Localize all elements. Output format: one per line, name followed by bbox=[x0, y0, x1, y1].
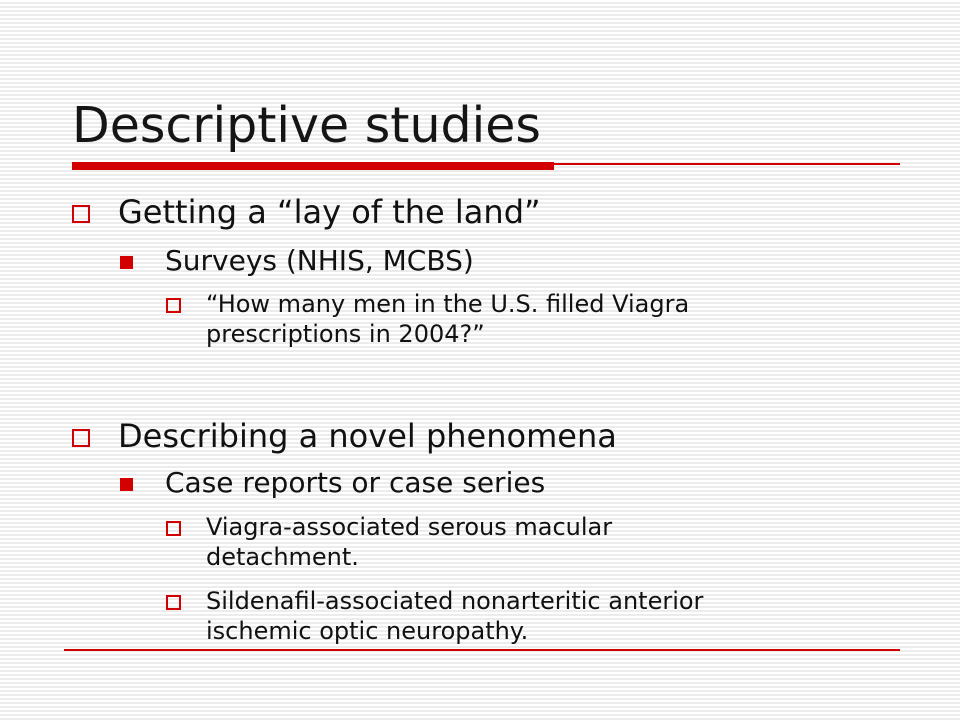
bullet-text: Getting a “lay of the land” bbox=[118, 193, 541, 231]
title-underline-thin bbox=[554, 163, 900, 165]
bullet-line: prescriptions in 2004?” bbox=[206, 320, 485, 348]
sub-sub-bullet-viagra-question bbox=[206, 289, 689, 349]
filled-square-bullet-icon bbox=[120, 256, 133, 269]
bullet-line: detachment. bbox=[206, 543, 359, 571]
filled-square-bullet-icon bbox=[120, 478, 133, 491]
bullet-line: ischemic optic neuropathy. bbox=[206, 617, 529, 645]
sub-sub-bullet-macular-detachment bbox=[206, 512, 612, 572]
hollow-square-bullet-icon bbox=[72, 205, 90, 223]
bottom-divider bbox=[64, 649, 900, 651]
bullet-getting-lay-of-land bbox=[118, 192, 541, 232]
hollow-square-bullet-icon bbox=[166, 298, 181, 313]
sub-bullet-surveys bbox=[165, 244, 474, 278]
bullet-describing-novel-phenomena bbox=[118, 416, 617, 456]
slide-title: Descriptive studies bbox=[72, 97, 541, 154]
sub-sub-bullet-optic-neuropathy bbox=[206, 586, 703, 646]
sub-bullet-case-reports bbox=[165, 466, 545, 500]
hollow-square-bullet-icon bbox=[72, 429, 90, 447]
bullet-text: Describing a novel phenomena bbox=[118, 417, 617, 455]
bullet-line: Viagra-associated serous macular bbox=[206, 513, 613, 541]
title-underline-thick bbox=[72, 162, 554, 170]
bullet-line: Sildenafil-associated nonarteritic anterior bbox=[206, 587, 704, 615]
hollow-square-bullet-icon bbox=[166, 521, 181, 536]
sub-bullet-text: Case reports or case series bbox=[165, 466, 546, 499]
hollow-square-bullet-icon bbox=[166, 595, 181, 610]
bullet-line: “How many men in the U.S. filled Viagra bbox=[206, 290, 690, 318]
sub-bullet-text: Surveys (NHIS, MCBS) bbox=[165, 244, 474, 277]
